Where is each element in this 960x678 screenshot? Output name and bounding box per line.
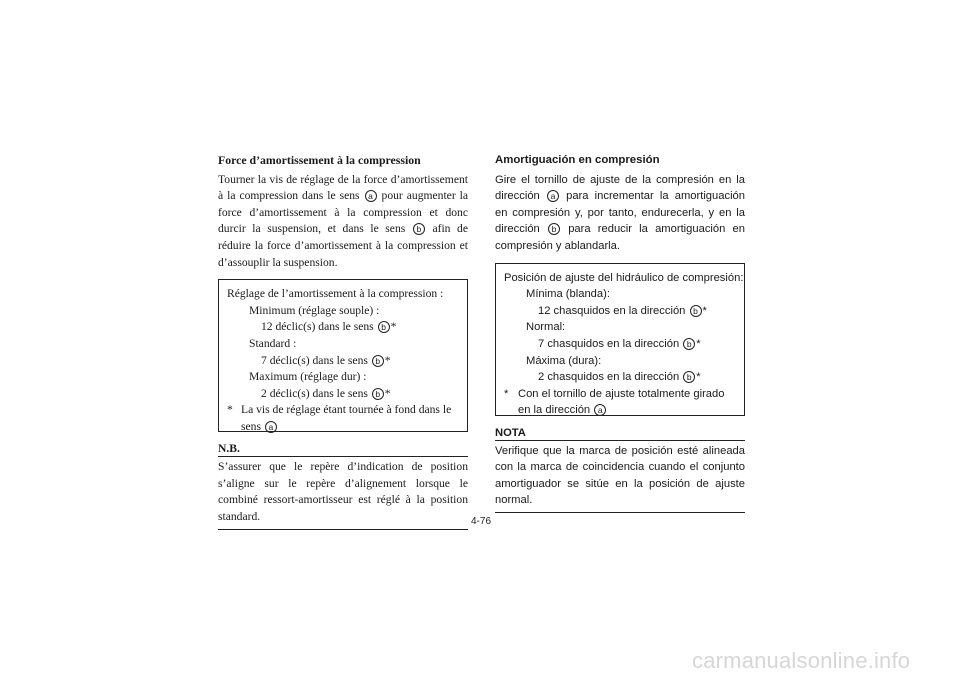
max-value-text: 2 déclic(s) dans le sens <box>261 386 368 400</box>
min-value-text: 12 déclic(s) dans le sens <box>261 320 374 334</box>
spanish-column <box>495 152 745 513</box>
settings-box <box>218 279 468 432</box>
note-label: NOTA <box>495 426 530 440</box>
direction-b-icon: b <box>372 388 384 400</box>
direction-b-icon: b <box>378 321 390 333</box>
instruction-paragraph <box>495 172 745 255</box>
asterisk: * <box>696 371 701 384</box>
direction-a-icon: a <box>365 190 377 202</box>
direction-b-icon: b <box>683 338 695 350</box>
min-label: Minimum (réglage souple) : <box>249 303 380 317</box>
normal-value <box>504 336 736 353</box>
direction-b-icon: b <box>413 223 425 235</box>
asterisk: * <box>384 386 391 400</box>
direction-a-icon: a <box>547 190 559 202</box>
note-text: S’assurer que le repère d’indication de position s’aligne sur le repère d’alignement lorsque le combiné ressort-amortisseur est réglé à la position standard. <box>218 460 468 523</box>
paragraph-text: para reducir la amortiguación en compresión y ablandarla. <box>495 223 745 252</box>
normal-value-text: 7 chasquidos en la dirección <box>538 337 680 350</box>
standard-label: Standard : <box>249 336 297 350</box>
standard-value <box>227 353 459 370</box>
footnote-star: * <box>504 387 509 400</box>
max-label: Máxima (dura): <box>526 354 602 367</box>
asterisk: * <box>390 320 397 334</box>
direction-b-icon: b <box>690 305 702 317</box>
footnote-text: La vis de réglage étant tournée à fond dans le sens <box>241 403 452 433</box>
direction-a-icon: a <box>594 404 606 416</box>
paragraph-text: pour augmenter la force d’amortissement à la compression et donc durcir la suspension, et dans le sens <box>218 189 469 236</box>
direction-b-icon: b <box>548 223 560 235</box>
page-number: 4-76 <box>471 516 492 527</box>
min-label: Mínima (blanda): <box>526 288 610 301</box>
section-heading: Force d’amortissement à la compression <box>218 153 421 167</box>
min-value <box>227 319 459 336</box>
note-header <box>218 442 468 457</box>
box-title: Posición de ajuste del hidráulico de compresión: <box>504 271 744 284</box>
normal-label: Normal: <box>526 321 566 334</box>
footnote-star: * <box>227 403 233 417</box>
box-footnote <box>504 386 736 419</box>
box-title: Réglage de l’amortissement à la compression : <box>227 287 444 301</box>
max-value-text: 2 chasquidos en la dirección <box>538 371 680 384</box>
asterisk: * <box>696 337 701 350</box>
footnote-text-wrap <box>241 402 459 435</box>
note-header <box>495 426 745 441</box>
asterisk: * <box>384 353 391 367</box>
box-footnote <box>227 402 459 435</box>
watermark: carmanualsonline.info <box>692 648 911 673</box>
note-text: Verifique que la marca de posición esté alineada con la marca de coincidencia cuando el conjunto amortiguador se sitúe en la posición de ajuste normal. <box>495 444 745 507</box>
direction-b-icon: b <box>683 371 695 383</box>
direction-b-icon: b <box>372 355 384 367</box>
max-label: Maximum (réglage dur) : <box>249 370 367 384</box>
settings-box <box>495 263 745 416</box>
max-value <box>227 386 459 403</box>
note-divider <box>495 512 745 513</box>
paragraph-text: Gire el tornillo de ajuste de la compresión en la dirección <box>495 173 745 203</box>
max-value <box>504 369 736 386</box>
note-divider <box>218 529 468 530</box>
footnote-text: Con el tornillo de ajuste totalmente girado en la dirección <box>518 387 725 417</box>
standard-value-text: 7 déclic(s) dans le sens <box>261 353 368 367</box>
french-column <box>218 152 468 530</box>
paragraph-text: para incrementar la amortiguación en compresión y, por tanto, endurecerla, y en la dirección <box>495 190 745 236</box>
instruction-paragraph <box>218 172 468 272</box>
min-value-text: 12 chasquidos en la dirección <box>538 304 686 317</box>
section-heading: Amortiguación en compresión <box>495 154 660 166</box>
direction-a-icon: a <box>265 421 277 433</box>
asterisk: * <box>702 304 707 317</box>
paragraph-text: afin de réduire la force d’amortissement à la compression et d’assouplir la suspension. <box>218 222 468 269</box>
min-value <box>504 303 736 320</box>
footnote-text-wrap <box>518 386 736 419</box>
paragraph-text: Tourner la vis de réglage de la force d’amortissement à la compression dans le sens <box>218 172 468 203</box>
note-label: N.B. <box>218 442 244 456</box>
